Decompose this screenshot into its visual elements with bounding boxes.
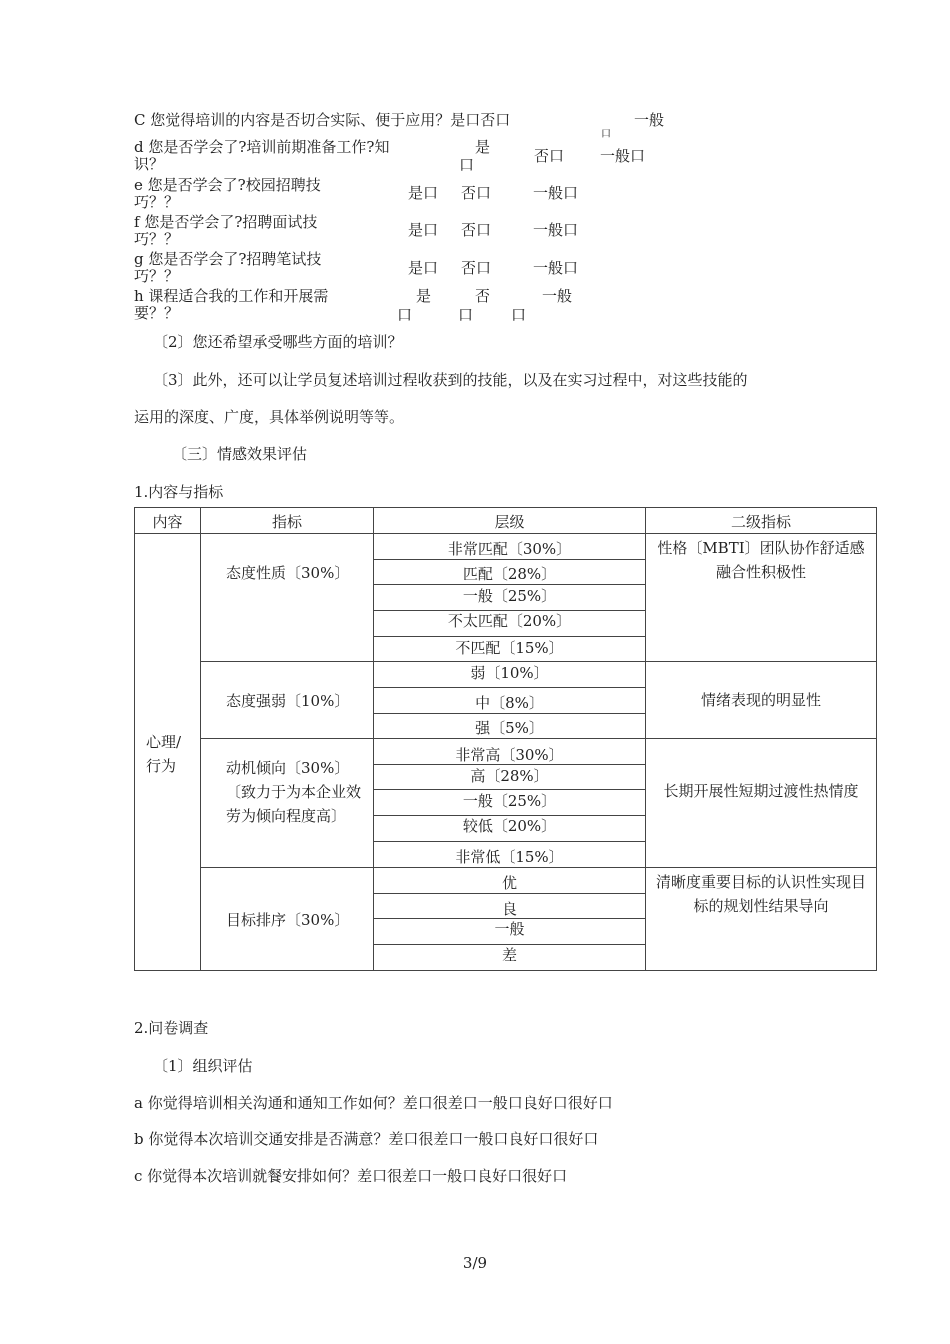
question-d-option-yes-box: 口 xyxy=(459,156,475,174)
survey-item-b: b 你觉得本次培训交通安排是否满意？差口很差口一般口良好口很好口 xyxy=(134,1130,599,1148)
question-f-text-2: 巧？？ xyxy=(134,230,180,248)
level-not-quite-match: 不太匹配〔20%〕 xyxy=(447,612,572,630)
question-e-option-yes: 是口 xyxy=(408,184,439,202)
level-very-match: 非常匹配〔30%〕 xyxy=(447,540,572,558)
question-list xyxy=(0,105,950,324)
question-f-option-general: 一般口 xyxy=(533,221,579,239)
subsection-org-eval: 〔1〕组织评估 xyxy=(153,1057,253,1075)
page-number: 3/9 xyxy=(462,1254,488,1272)
question-h-option-general-box: 口 xyxy=(511,306,527,324)
question-f-option-yes: 是口 xyxy=(408,221,439,239)
question-g-option-yes: 是口 xyxy=(408,259,439,277)
header-level: 层级 xyxy=(494,513,525,531)
question-c-text: C 您觉得培训的内容是否切合实际、便于应用？是口否口 xyxy=(134,111,511,129)
question-e-option-general: 一般口 xyxy=(533,184,579,202)
paragraph-more-training: 〔2〕您还希望承受哪些方面的培训？ xyxy=(153,333,403,351)
evaluation-table xyxy=(134,507,877,971)
subsection-heading-content: 1.内容与指标 xyxy=(134,483,224,501)
header-content: 内容 xyxy=(152,513,183,531)
level-strong: 强〔5%〕 xyxy=(475,719,544,737)
question-e-text: e 您是否学会了?校园招聘技 xyxy=(134,176,321,194)
second-indicator-emotion: 情绪表现的明显性 xyxy=(700,691,821,709)
paragraph-retell-skills: 〔3〕此外，还可以让学员复述培训过程收获到的技能，以及在实习过程中，对这些技能的 xyxy=(153,371,748,389)
indicator-motivation: 动机倾向〔30%〕〔致力于为本企业效劳为倾向程度高〕 xyxy=(226,759,362,825)
indicator-goal-priority: 目标排序〔30%〕 xyxy=(226,911,350,929)
header-second-indicator: 二级指标 xyxy=(730,513,791,531)
second-indicator-personality: 性格〔MBTI〕团队协作舒适感融合性积极性 xyxy=(657,539,865,581)
question-d-text: d 您是否学会了?培训前期准备工作?知 xyxy=(134,138,390,156)
section-heading-survey: 2.问卷调查 xyxy=(134,1019,209,1037)
question-f-text: f 您是否学会了?招聘面试技 xyxy=(134,213,318,231)
level-match: 匹配〔28%〕 xyxy=(462,565,557,583)
question-h-option-yes-box: 口 xyxy=(397,306,413,324)
level-poor: 差 xyxy=(501,946,517,964)
question-g-option-no: 否口 xyxy=(461,259,492,277)
paragraph-retell-skills-cont: 运用的深度、广度，具体举例说明等等。 xyxy=(134,408,405,426)
question-c-option-general: 一般 xyxy=(634,111,665,129)
question-h-text-2: 要？？ xyxy=(134,304,180,322)
question-h-option-no-box: 口 xyxy=(458,306,474,324)
question-f-option-no: 否口 xyxy=(461,221,492,239)
question-d-option-general: 一般口 xyxy=(600,147,646,165)
question-e-text-2: 巧？？ xyxy=(134,193,180,211)
survey-item-c: c 你觉得本次培训就餐安排如何？差口很差口一般口良好口很好口 xyxy=(134,1167,568,1185)
level-not-match: 不匹配〔15%〕 xyxy=(455,639,564,657)
header-indicator: 指标 xyxy=(271,513,302,531)
question-e-option-no: 否口 xyxy=(461,184,492,202)
question-h-option-yes: 是 xyxy=(416,287,432,305)
section-heading-emotion: 〔三〕情感效果评估 xyxy=(172,445,308,463)
question-g-option-general: 一般口 xyxy=(533,259,579,277)
question-h-text: h 课程适合我的工作和开展需 xyxy=(134,287,329,305)
level-medium: 中〔8%〕 xyxy=(475,694,544,712)
level-general: 一般〔25%〕 xyxy=(462,587,557,605)
survey-item-a: a 你觉得培训相关沟通和通知工作如何？差口很差口一般口良好口很好口 xyxy=(134,1094,613,1112)
level-very-high: 非常高〔30%〕 xyxy=(455,746,564,764)
content-psych-behavior: 心理/行为 xyxy=(146,733,182,775)
second-indicator-development: 长期开展性短期过渡性热情度 xyxy=(663,782,859,800)
question-g-text: g 您是否学会了?招聘笔试技 xyxy=(134,250,322,268)
level-good: 良 xyxy=(501,900,517,918)
question-h-option-no: 否 xyxy=(475,287,491,305)
level-average: 一般 xyxy=(494,920,525,938)
indicator-attitude-strength: 态度强弱〔10%〕 xyxy=(226,692,350,710)
level-very-low: 非常低〔15%〕 xyxy=(455,848,564,866)
level-excellent: 优 xyxy=(501,874,517,892)
level-high: 高〔28%〕 xyxy=(470,767,549,785)
level-low: 较低〔20%〕 xyxy=(462,817,557,835)
level-general-2: 一般〔25%〕 xyxy=(462,792,557,810)
question-h-option-general: 一般 xyxy=(542,287,573,305)
question-c-box: 口 xyxy=(601,129,611,140)
question-d-text-2: 识？ xyxy=(134,155,165,173)
second-indicator-clarity: 清晰度重要目标的认识性实现目标的规划性结果导向 xyxy=(655,873,866,915)
question-d-option-no: 否口 xyxy=(534,147,565,165)
question-g-text-2: 巧？？ xyxy=(134,267,180,285)
question-d-option-yes: 是 xyxy=(475,138,491,156)
level-weak: 弱〔10%〕 xyxy=(470,664,549,682)
indicator-attitude-nature: 态度性质〔30%〕 xyxy=(226,564,350,582)
